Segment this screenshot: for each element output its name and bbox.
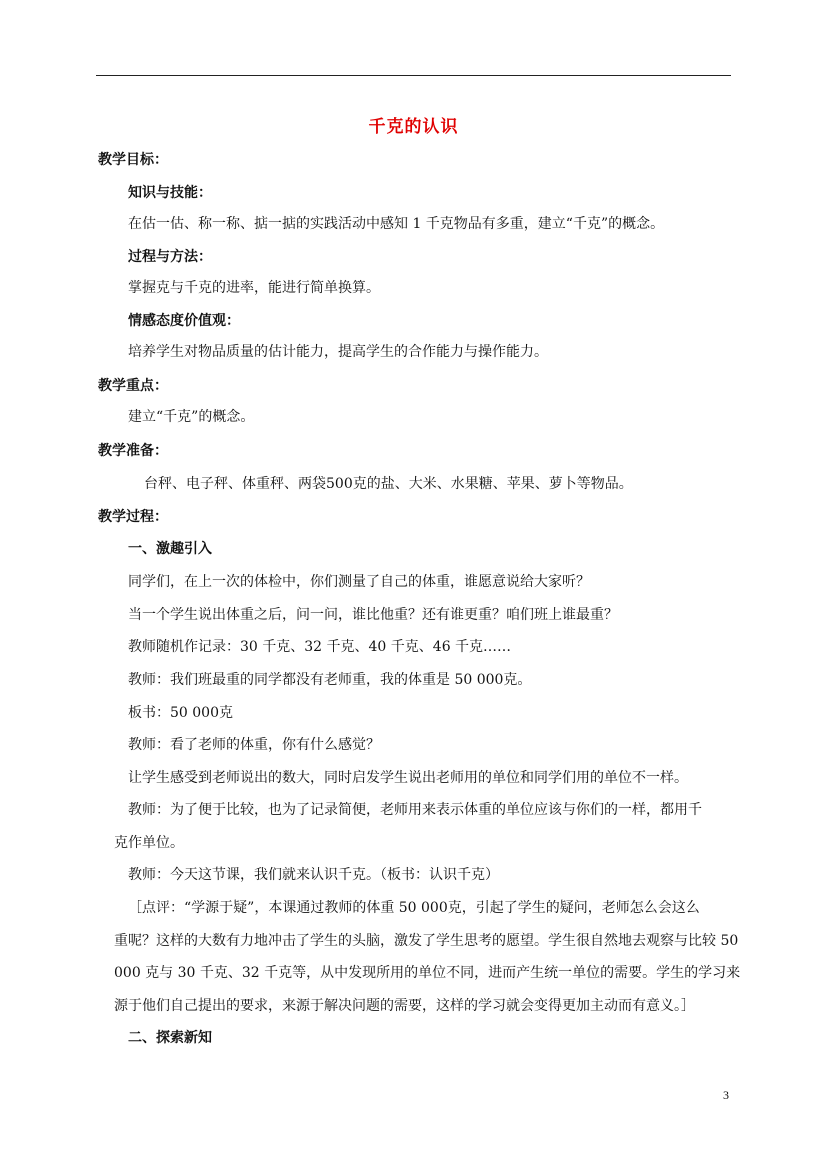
paragraph-continuation: 克作单位。 <box>114 835 184 851</box>
knowledge-skill-text: 在估一估、称一称、掂一掂的实践活动中感知 1 千克物品有多重，建立“千克”的概念。 <box>128 216 665 232</box>
document-title: 千克的认识 <box>368 117 459 137</box>
teaching-focus-text: 建立“千克”的概念。 <box>128 409 255 425</box>
part-two-heading: 二、探索新知 <box>128 1030 212 1046</box>
paragraph: 教师随机作记录：30 千克、32 千克、40 千克、46 千克…… <box>128 639 512 655</box>
process-method-text: 掌握克与千克的进率，能进行简单换算。 <box>128 280 380 296</box>
paragraph: 当一个学生说出体重之后，问一问，谁比他重？还有谁更重？咱们班上谁最重？ <box>128 607 618 623</box>
teaching-prep-heading: 教学准备： <box>98 443 168 459</box>
comment-line: 000 克与 30 千克、32 千克等，从中发现所用的单位不同，进而产生统一单位的需要。学生的学习来 <box>114 965 741 981</box>
process-method-heading: 过程与方法： <box>128 249 212 265</box>
paragraph: 板书：50 000克 <box>128 705 233 721</box>
knowledge-skill-heading: 知识与技能： <box>128 185 212 201</box>
comment-line: 重呢？这样的大数有力地冲击了学生的头脑，激发了学生思考的愿望。学生很自然地去观察与比较 50 <box>114 933 739 949</box>
teaching-goal-heading: 教学目标： <box>98 152 168 168</box>
paragraph: 教师：为了便于比较，也为了记录简便，老师用来表示体重的单位应该与你们的一样，都用千 <box>128 802 702 818</box>
paragraph: 教师：今天这节课，我们就来认识千克。（板书：认识千克） <box>128 867 499 883</box>
paragraph: 让学生感受到老师说出的数大，同时启发学生说出老师用的单位和同学们用的单位不一样。 <box>128 770 688 786</box>
paragraph: 教师：看了老师的体重，你有什么感觉？ <box>128 737 380 753</box>
page-number: 3 <box>723 1088 729 1102</box>
teaching-focus-heading: 教学重点： <box>98 378 168 394</box>
comment-line: ［点评：“学源于疑”，本课通过教师的体重 50 000克，引起了学生的疑问，老师怎么会这么 <box>128 900 700 916</box>
teaching-process-heading: 教学过程： <box>98 509 168 525</box>
paragraph: 同学们，在上一次的体检中，你们测量了自己的体重，谁愿意说给大家听？ <box>128 574 590 590</box>
part-one-heading: 一、激趣引入 <box>128 541 212 557</box>
header-rule <box>96 75 731 76</box>
emotion-value-heading: 情感态度价值观： <box>128 313 240 329</box>
emotion-value-text: 培养学生对物品质量的估计能力，提高学生的合作能力与操作能力。 <box>128 344 548 360</box>
comment-line: 源于他们自己提出的要求，来源于解决问题的需要，这样的学习就会变得更加主动而有意义。］ <box>114 998 695 1014</box>
paragraph: 教师：我们班最重的同学都没有老师重，我的体重是 50 000克。 <box>128 672 532 688</box>
teaching-prep-text: 台秤、电子秤、体重秤、两袋500克的盐、大米、水果糖、苹果、萝卜等物品。 <box>144 476 633 492</box>
